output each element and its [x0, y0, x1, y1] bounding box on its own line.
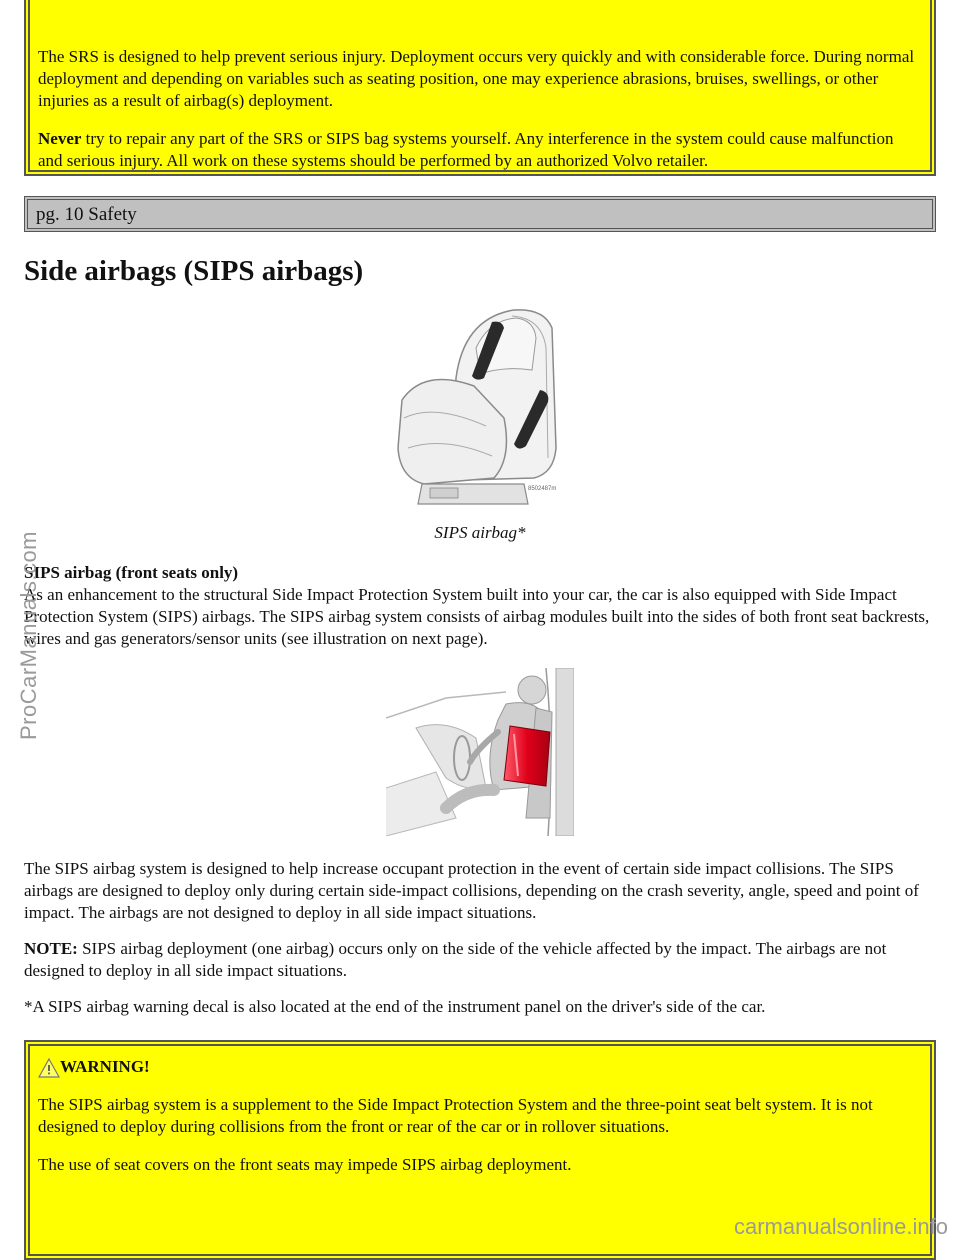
warning-paragraph-2: The use of seat covers on the front seats may impede SIPS airbag deployment. — [38, 1155, 572, 1174]
figure-caption: SIPS airbag* — [434, 523, 526, 542]
warning-triangle-icon — [38, 1058, 60, 1078]
page-title: Side airbags (SIPS airbags) — [24, 255, 364, 287]
top-warning-box — [24, 0, 936, 176]
warning-paragraph: The SRS is designed to help prevent serious injury. Deployment occurs very quickly and with considerable force. During normal deployment and depending on variables such as seating position, one may experience abrasions, bruises, swellings, or other injuries as a result of airbag(s) deployment. — [38, 47, 915, 110]
page-header: pg. 10 Safety — [24, 196, 936, 232]
footnote-paragraph: *A SIPS airbag warning decal is also located at the end of the instrument panel on the driver's side of the car. — [24, 997, 766, 1016]
warning-title — [38, 1056, 922, 1078]
warning-paragraph-1: The SIPS airbag system is a supplement to the Side Impact Protection System and the three-point seat belt system. It is not designed to deploy during collisions from the front or rear of the car or in rollover situations. — [38, 1095, 873, 1136]
watermark-carmanualsonline: carmanualsonline.info — [733, 1214, 948, 1239]
watermark-procarmanuals: ProCarManuals.com — [16, 530, 41, 740]
occupant-airbag-illustration — [386, 668, 574, 836]
note-paragraph — [24, 938, 936, 982]
section-subheading: SIPS airbag (front seats only) — [24, 563, 239, 582]
figure-code: 8502487m — [528, 486, 557, 492]
note-label: NOTE: — [24, 939, 78, 958]
never-label: Never — [38, 129, 82, 148]
body-paragraph-2: The SIPS airbag system is designed to help increase occupant protection in the event of certain side impact collisions. The SIPS airbags are designed to deploy only during certain side-impact collisions, depending on the crash severity, angle, speed and point of impact. The airbags are not designed to deploy in all side impact situations. — [24, 859, 919, 922]
deployed-airbag — [504, 726, 550, 786]
warning-paragraph-never — [38, 128, 920, 172]
seat-airbag-illustration — [394, 308, 566, 508]
warning-title-text: WARNING! — [60, 1057, 150, 1076]
note-text: SIPS airbag deployment (one airbag) occurs only on the side of the vehicle affected by the impact. The airbags are not designed to deploy in all side impact situations. — [24, 939, 887, 980]
never-text: try to repair any part of the SRS or SIPS bag systems yourself. Any interference in the system could cause malfunction and serious injury. All work on these systems should be performed by an authorized Volvo retailer. — [38, 129, 894, 170]
body-paragraph-1: As an enhancement to the structural Side Impact Protection System built into your car, the car is also equipped with Side Impact Protection System (SIPS) airbags. The SIPS airbag system consists of airbag modules built into the sides of both front seat backrests, wires and gas generators/sensor units (see illustration on next page). — [24, 585, 930, 648]
